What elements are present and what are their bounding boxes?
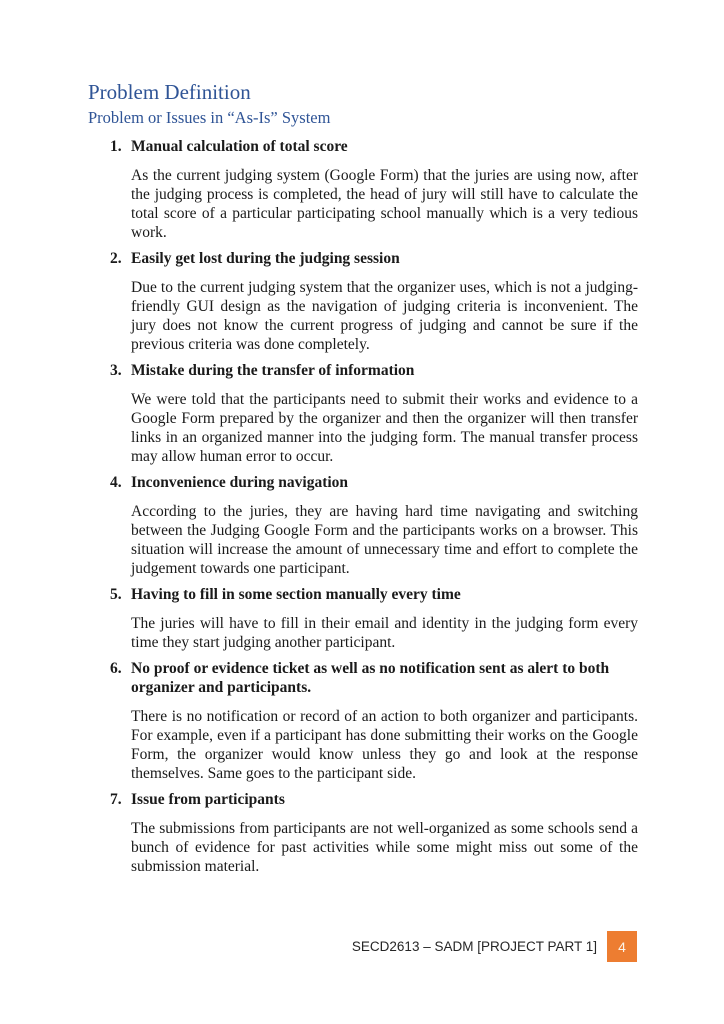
issue-paragraph: According to the juries, they are having hard time navigating and switching between the Judging Google Form and the participants works on a browser. This situation will increase the amount of unnecessary time and effort to complete the judgement towards one participant.: [131, 503, 638, 577]
issue-item: [88, 790, 638, 876]
page-title: Problem Definition: [88, 80, 251, 104]
issue-number: 2.: [110, 250, 122, 267]
issue-paragraph: We were told that the participants need to submit their works and evidence to a Google Form prepared by the organizer and then the organizer will then transfer links in an organized manner into the judging form. The manual transfer process may allow human error to occur.: [131, 391, 638, 465]
issue-item: [88, 361, 638, 466]
issue-heading: No proof or evidence ticket as well as no notification sent as alert to both organizer and participants.: [131, 660, 610, 696]
issue-number: 6.: [110, 660, 122, 677]
issue-item: [88, 585, 638, 652]
issue-number: 1.: [110, 138, 122, 155]
issue-heading: Issue from participants: [131, 791, 285, 808]
issue-paragraph: As the current judging system (Google Form) that the juries are using now, after the judging process is completed, the head of jury will still have to calculate the total score of a particular participating school manually which is a very tedious work.: [131, 167, 638, 241]
issue-heading-row: [88, 361, 638, 380]
issue-item: [88, 473, 638, 578]
issue-number: 7.: [110, 791, 122, 808]
issue-paragraph: There is no notification or record of an action to both organizer and participants. For example, even if a participant has done submitting their works on the Google Form, the organizer would know unless they go and look at the response themselves. Same goes to the participant side.: [131, 708, 638, 782]
issue-paragraph: The juries will have to fill in their email and identity in the judging form every time they start judging another participant.: [131, 615, 638, 651]
issue-heading-row: [88, 473, 638, 492]
issues-list: [88, 137, 638, 876]
issue-number: 3.: [110, 362, 122, 379]
issue-item: [88, 249, 638, 354]
issue-heading-row: [88, 585, 638, 604]
footer-course-label: SECD2613 – SADM [PROJECT PART 1]: [351, 939, 597, 954]
issue-heading: Having to fill in some section manually every time: [131, 586, 461, 603]
issue-heading-row: [88, 659, 638, 697]
issue-heading-row: [88, 249, 638, 268]
issue-heading-row: [88, 790, 638, 809]
issue-heading-row: [88, 137, 638, 156]
section-subtitle: Problem or Issues in “As-Is” System: [88, 108, 331, 127]
issue-item: [88, 137, 638, 242]
issue-heading: Easily get lost during the judging session: [131, 250, 400, 267]
issue-paragraph: Due to the current judging system that the organizer uses, which is not a judging-friendly GUI design as the navigation of judging criteria is inconvenient. The jury does not know the current progress of judging and cannot be sure if the previous criteria was done completely.: [131, 279, 638, 353]
page-number-badge: 4: [607, 931, 637, 962]
page-footer: [352, 931, 637, 962]
issue-number: 5.: [110, 586, 122, 603]
issue-heading: Manual calculation of total score: [131, 138, 348, 155]
issue-heading: Mistake during the transfer of information: [131, 362, 415, 379]
issue-heading: Inconvenience during navigation: [131, 474, 349, 491]
issue-number: 4.: [110, 474, 122, 491]
issue-item: [88, 659, 638, 783]
issue-paragraph: The submissions from participants are not well-organized as some schools send a bunch of evidence for past activities while some might miss out some of the submission material.: [131, 820, 638, 875]
